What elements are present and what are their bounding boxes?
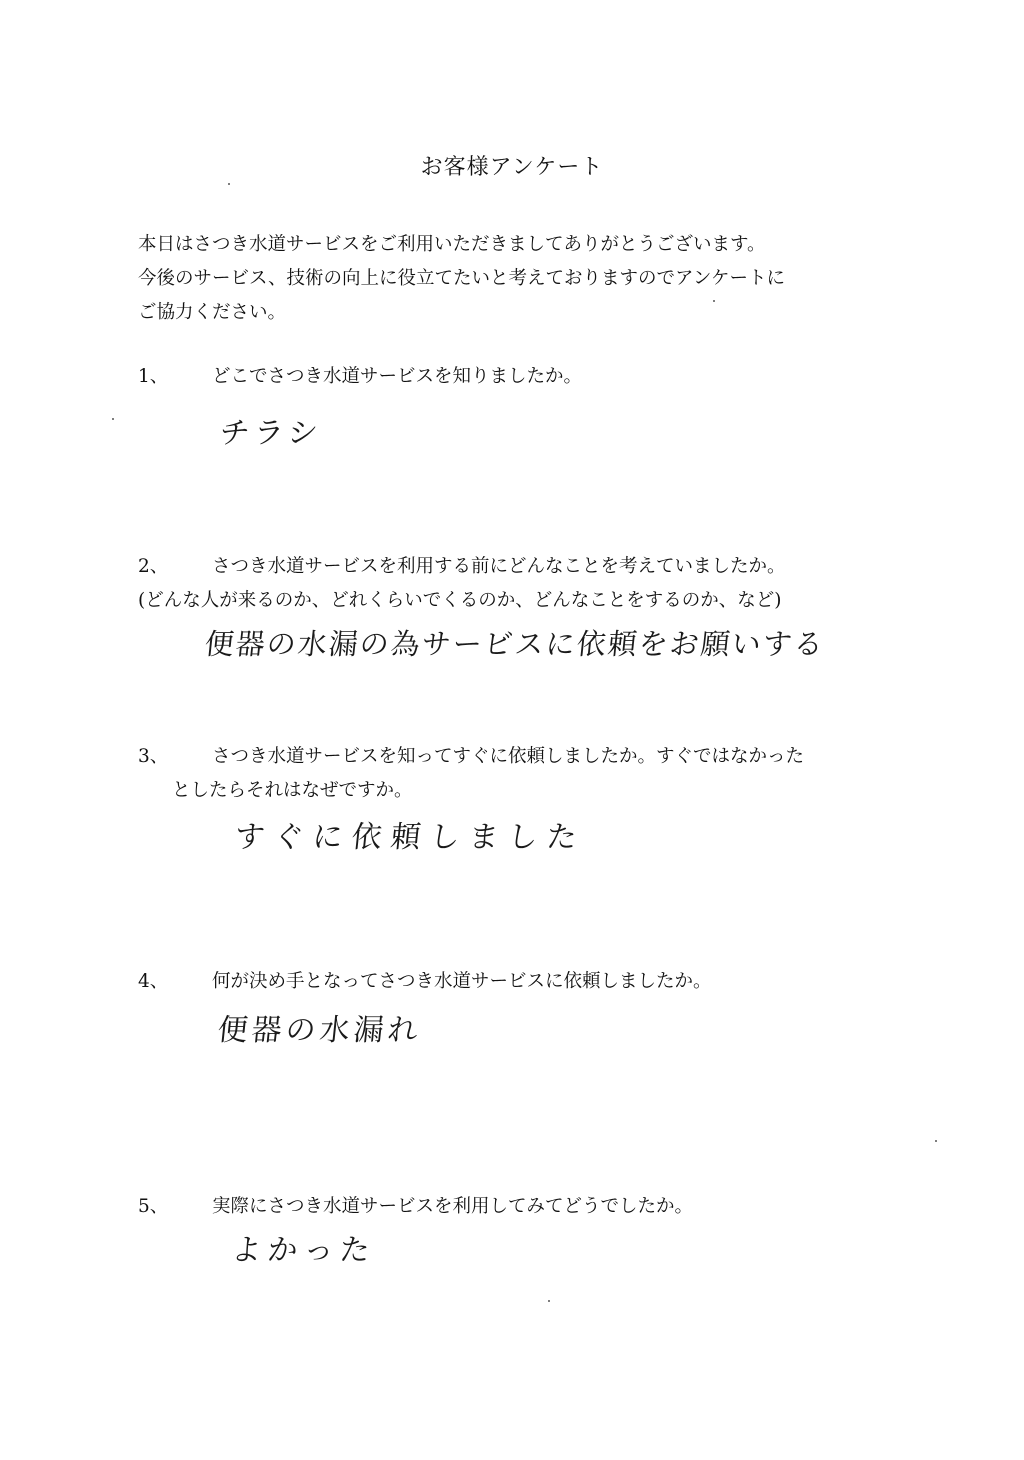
scan-speck — [112, 418, 114, 420]
scan-speck — [713, 300, 715, 302]
answer-2: 便器の水漏の為サービスに依頼をお願いする — [203, 627, 827, 661]
question-number: 3、 — [138, 746, 169, 767]
scan-speck — [548, 1300, 550, 1302]
intro-line: 本日はさつき水道サービスをご利用いただきましてありがとうございます。 — [138, 234, 766, 255]
question-text: どこでさつき水道サービスを知りましたか。 — [212, 366, 583, 387]
scan-speck — [228, 183, 230, 185]
question-text: さつき水道サービスを知ってすぐに依頼しましたか。すぐではなかった — [212, 746, 805, 767]
intro-line: 今後のサービス、技術の向上に役立てたいと考えておりますのでアンケートに — [138, 268, 785, 289]
intro-paragraph — [138, 228, 918, 330]
question-number: 5、 — [138, 1196, 169, 1217]
question-text-cont: としたらそれはなぜですか。 — [172, 780, 413, 801]
question-text: 実際にさつき水道サービスを利用してみてどうでしたか。 — [212, 1196, 694, 1217]
answer-1: チラシ — [217, 416, 324, 451]
answer-4: 便器の水漏れ — [215, 1013, 424, 1048]
scan-speck — [935, 1140, 937, 1142]
question-note: (どんな人が来るのか、どれくらいでくるのか、どんなことをするのか、など) — [138, 590, 782, 611]
question-number: 4、 — [138, 971, 169, 992]
page-title: お客様アンケート — [420, 155, 604, 180]
question-number: 1、 — [138, 366, 169, 387]
intro-line: ご協力ください。 — [138, 302, 287, 323]
question-number: 2、 — [138, 556, 169, 577]
question-text: さつき水道サービスを利用する前にどんなことを考えていましたか。 — [212, 556, 786, 577]
answer-5: よかった — [229, 1233, 378, 1268]
question-text: 何が決め手となってさつき水道サービスに依頼しましたか。 — [212, 971, 712, 992]
answer-3: すぐに依頼しました — [232, 820, 588, 855]
